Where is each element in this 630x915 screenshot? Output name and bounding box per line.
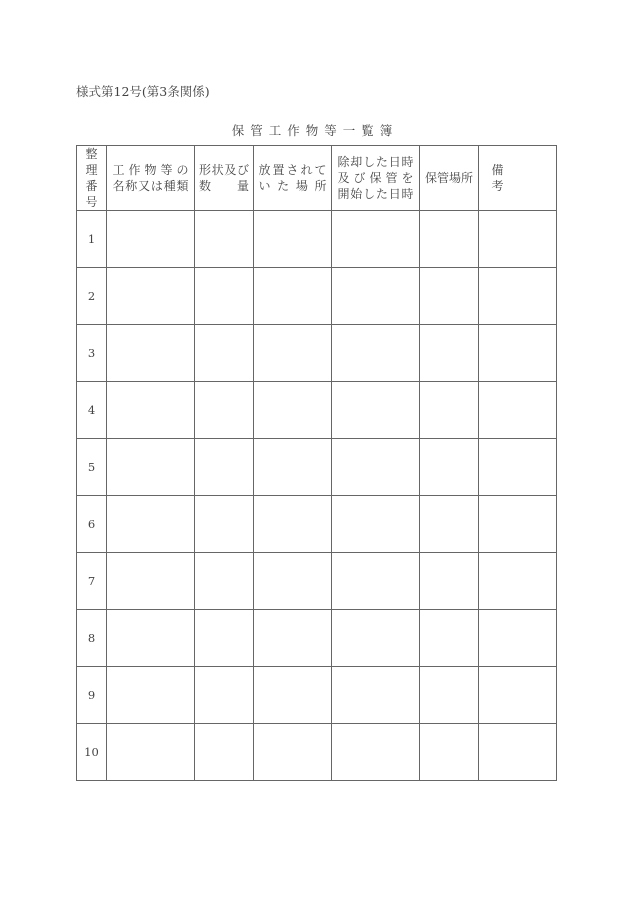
remarks-cell[interactable] — [479, 724, 557, 781]
serial-number-cell: 8 — [77, 610, 107, 667]
storage-location-cell[interactable] — [420, 667, 479, 724]
shape-and-quantity-cell[interactable] — [195, 553, 254, 610]
serial-number-cell: 3 — [77, 325, 107, 382]
table-row — [77, 439, 557, 496]
remarks-cell[interactable] — [479, 610, 557, 667]
table-row — [77, 667, 557, 724]
removal-datetime-cell[interactable] — [332, 382, 420, 439]
storage-location-cell[interactable] — [420, 268, 479, 325]
shape-and-quantity-cell[interactable] — [195, 325, 254, 382]
shape-and-quantity-cell[interactable] — [195, 268, 254, 325]
name-or-type-cell[interactable] — [107, 724, 195, 781]
serial-number-cell: 4 — [77, 382, 107, 439]
serial-number-cell: 1 — [77, 211, 107, 268]
abandoned-location-cell[interactable] — [254, 553, 332, 610]
abandoned-location-cell[interactable] — [254, 325, 332, 382]
abandoned-location-cell[interactable] — [254, 382, 332, 439]
serial-number-cell: 6 — [77, 496, 107, 553]
header-name-or-type: 工作物等の 名称又は種類 — [107, 146, 195, 211]
remarks-cell[interactable] — [479, 325, 557, 382]
name-or-type-cell[interactable] — [107, 439, 195, 496]
header-shape-and-quantity: 形状及び 数 量 — [195, 146, 254, 211]
remarks-cell[interactable] — [479, 211, 557, 268]
document-title: 保管工作物等一覧簿 — [231, 123, 399, 138]
abandoned-location-cell[interactable] — [254, 667, 332, 724]
table-row — [77, 553, 557, 610]
table-row — [77, 325, 557, 382]
abandoned-location-cell[interactable] — [254, 610, 332, 667]
form-number-label: 様式第12号(第3条関係) — [76, 84, 210, 99]
serial-number-cell: 2 — [77, 268, 107, 325]
header-remarks: 備 考 — [479, 146, 557, 211]
storage-location-cell[interactable] — [420, 724, 479, 781]
removal-datetime-cell[interactable] — [332, 724, 420, 781]
name-or-type-cell[interactable] — [107, 553, 195, 610]
storage-location-cell[interactable] — [420, 439, 479, 496]
storage-location-cell[interactable] — [420, 325, 479, 382]
name-or-type-cell[interactable] — [107, 496, 195, 553]
shape-and-quantity-cell[interactable] — [195, 724, 254, 781]
serial-number-cell: 10 — [77, 724, 107, 781]
shape-and-quantity-cell[interactable] — [195, 667, 254, 724]
removal-datetime-cell[interactable] — [332, 553, 420, 610]
abandoned-location-cell[interactable] — [254, 268, 332, 325]
table-row — [77, 610, 557, 667]
header-removal-and-storage-datetime: 除却した日時 及び保管を 開始した日時 — [332, 146, 420, 211]
storage-location-cell[interactable] — [420, 553, 479, 610]
table-row — [77, 268, 557, 325]
removal-datetime-cell[interactable] — [332, 610, 420, 667]
storage-location-cell[interactable] — [420, 382, 479, 439]
serial-number-cell: 7 — [77, 553, 107, 610]
remarks-cell[interactable] — [479, 553, 557, 610]
name-or-type-cell[interactable] — [107, 325, 195, 382]
abandoned-location-cell[interactable] — [254, 724, 332, 781]
removal-datetime-cell[interactable] — [332, 325, 420, 382]
removal-datetime-cell[interactable] — [332, 439, 420, 496]
remarks-cell[interactable] — [479, 496, 557, 553]
remarks-cell[interactable] — [479, 268, 557, 325]
shape-and-quantity-cell[interactable] — [195, 610, 254, 667]
storage-location-cell[interactable] — [420, 496, 479, 553]
name-or-type-cell[interactable] — [107, 382, 195, 439]
table-header-row — [77, 146, 557, 211]
serial-number-cell: 5 — [77, 439, 107, 496]
table-row — [77, 496, 557, 553]
header-storage-location: 保管場所 — [420, 146, 479, 211]
remarks-cell[interactable] — [479, 667, 557, 724]
storage-ledger-table — [76, 145, 557, 781]
abandoned-location-cell[interactable] — [254, 496, 332, 553]
shape-and-quantity-cell[interactable] — [195, 211, 254, 268]
name-or-type-cell[interactable] — [107, 667, 195, 724]
name-or-type-cell[interactable] — [107, 268, 195, 325]
header-abandoned-location: 放置されて いた場所 — [254, 146, 332, 211]
table-row — [77, 211, 557, 268]
name-or-type-cell[interactable] — [107, 610, 195, 667]
storage-location-cell[interactable] — [420, 610, 479, 667]
abandoned-location-cell[interactable] — [254, 439, 332, 496]
header-serial-number: 整 理 番 号 — [77, 146, 107, 211]
shape-and-quantity-cell[interactable] — [195, 439, 254, 496]
table-row — [77, 724, 557, 781]
remarks-cell[interactable] — [479, 439, 557, 496]
removal-datetime-cell[interactable] — [332, 496, 420, 553]
removal-datetime-cell[interactable] — [332, 268, 420, 325]
remarks-cell[interactable] — [479, 382, 557, 439]
shape-and-quantity-cell[interactable] — [195, 382, 254, 439]
storage-location-cell[interactable] — [420, 211, 479, 268]
removal-datetime-cell[interactable] — [332, 211, 420, 268]
shape-and-quantity-cell[interactable] — [195, 496, 254, 553]
table-row — [77, 382, 557, 439]
removal-datetime-cell[interactable] — [332, 667, 420, 724]
abandoned-location-cell[interactable] — [254, 211, 332, 268]
name-or-type-cell[interactable] — [107, 211, 195, 268]
serial-number-cell: 9 — [77, 667, 107, 724]
